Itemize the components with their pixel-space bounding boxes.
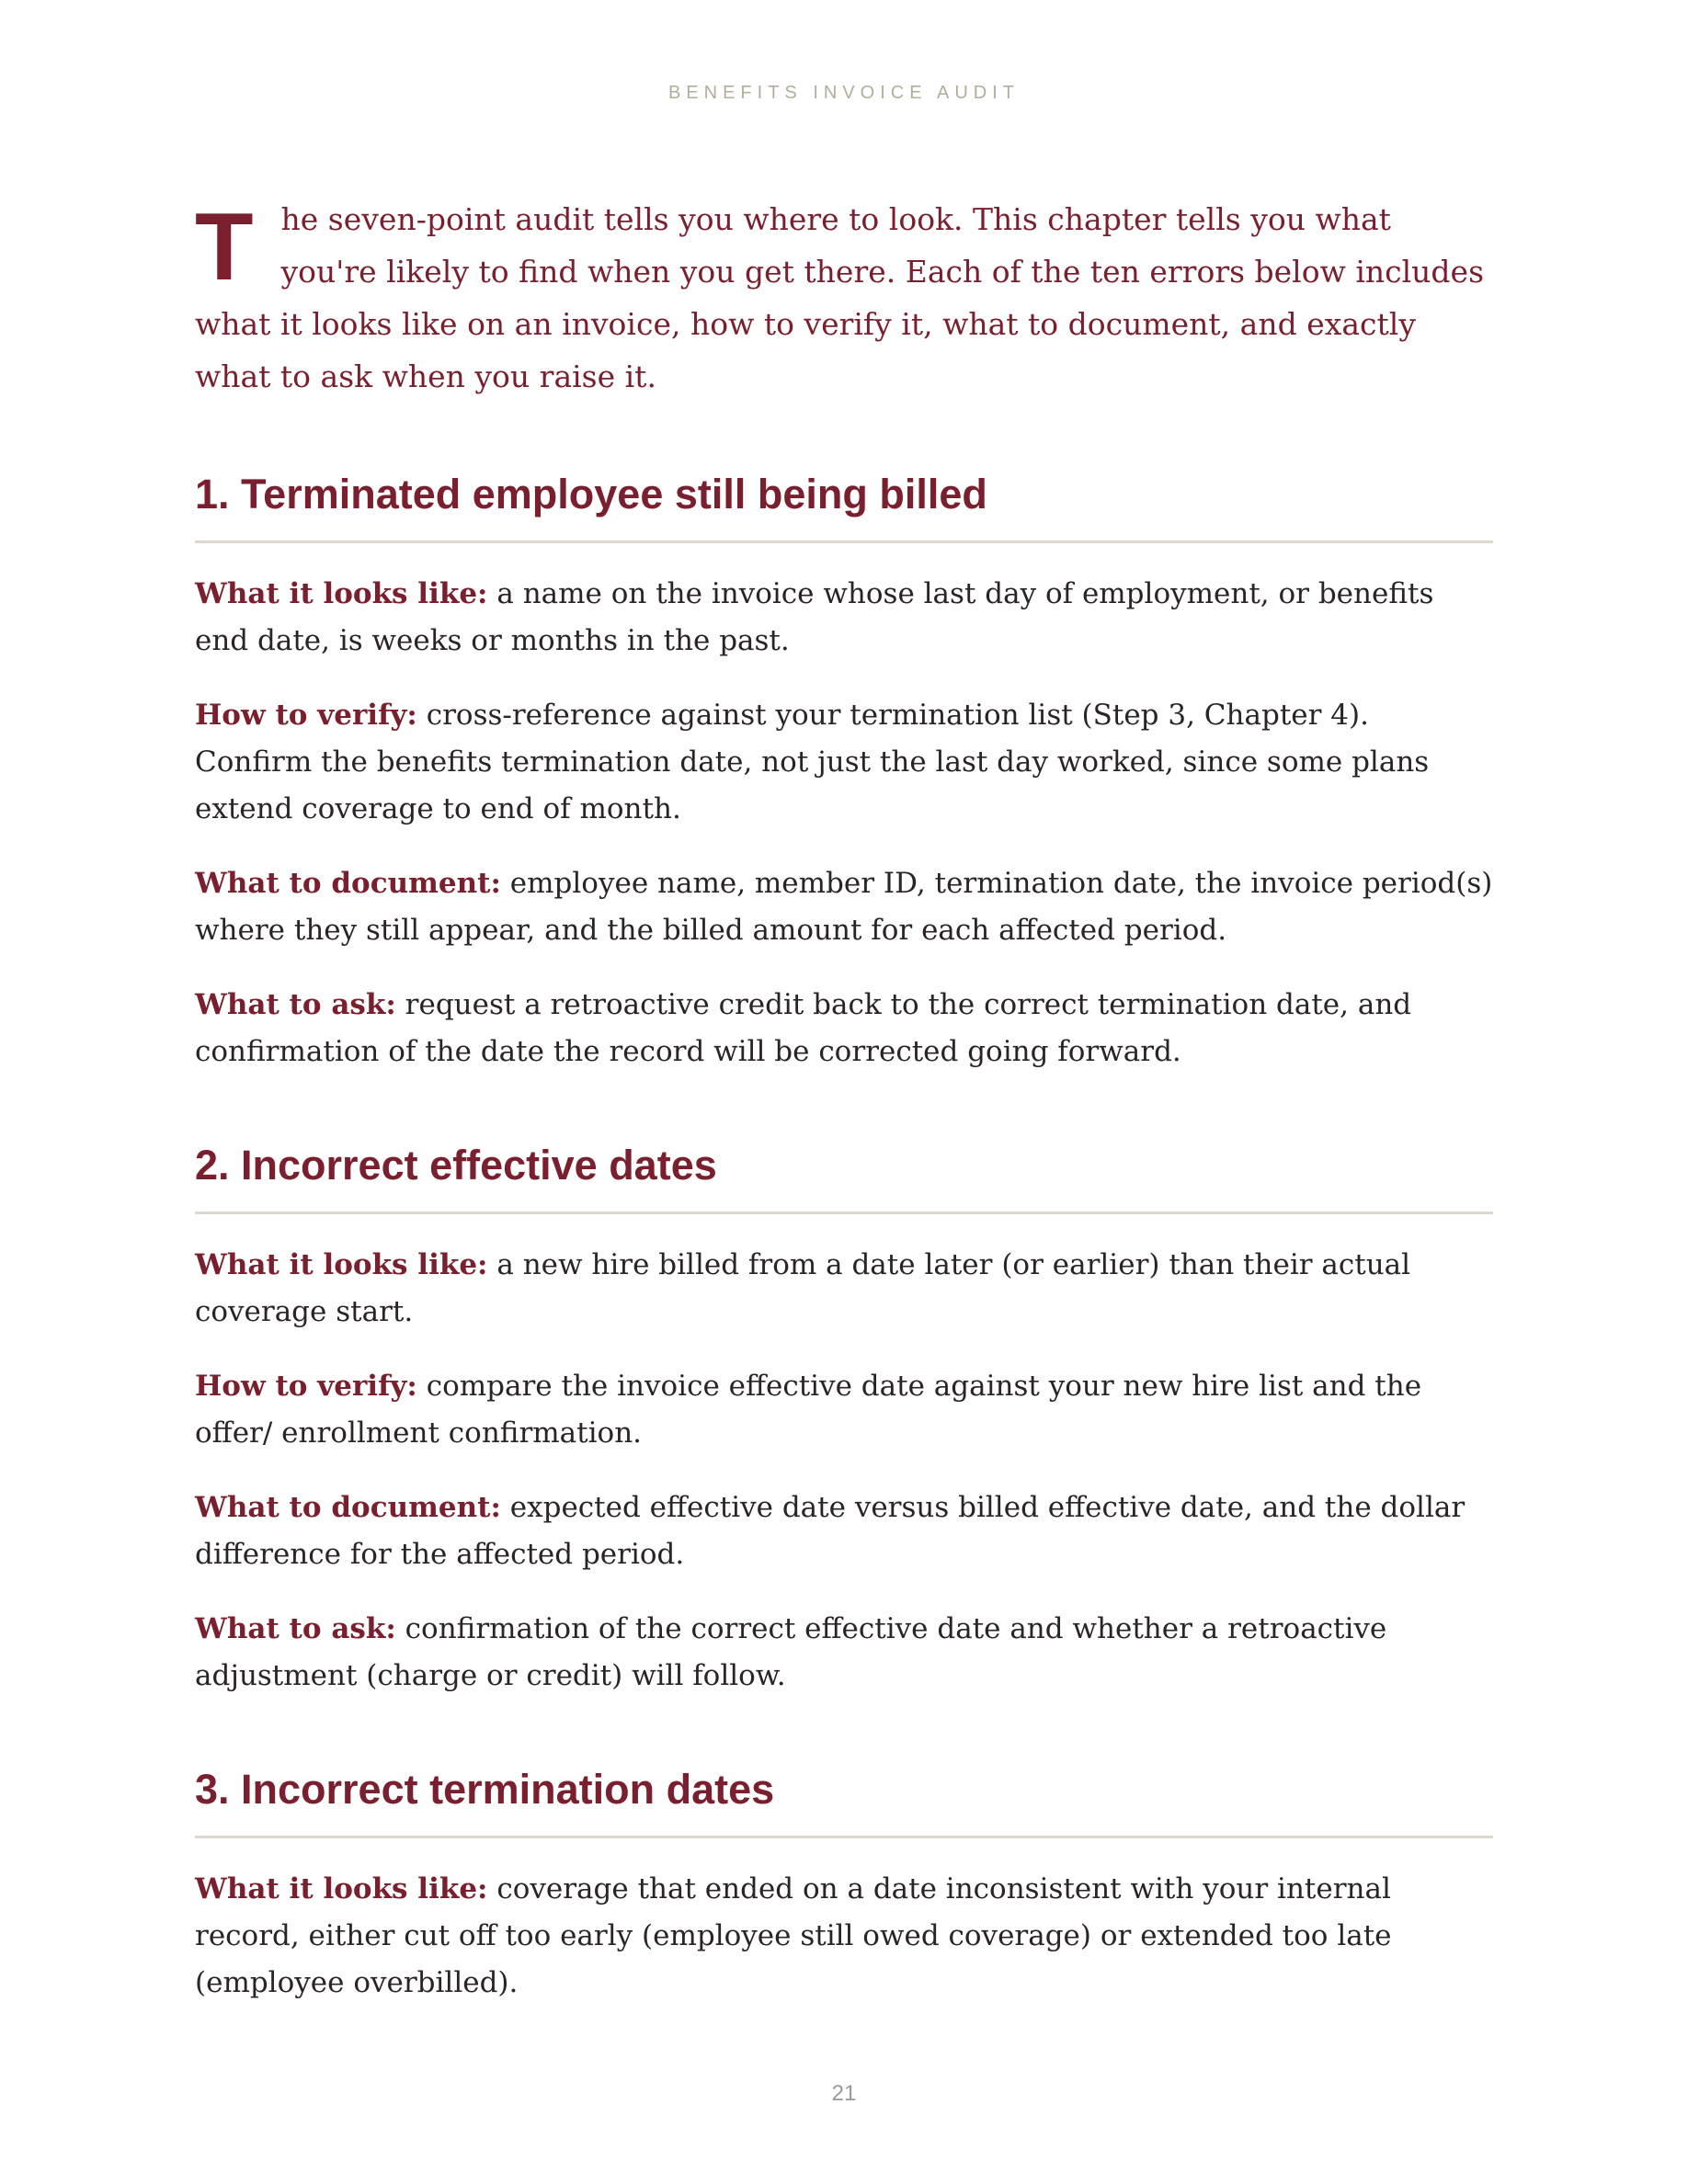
paragraph-label: What to ask: [195,1612,396,1645]
paragraph-what-to-ask [195,1606,1493,1700]
paragraph-label: What to ask: [195,988,396,1021]
paragraph-what-to-document [195,860,1493,954]
paragraph-label: What it looks like: [195,577,488,610]
paragraph-what-to-document [195,1484,1493,1578]
paragraph-looks-like [195,1242,1493,1336]
running-header: BENEFITS INVOICE AUDIT [667,83,1021,103]
paragraph-how-to-verify [195,1363,1493,1457]
paragraph-text: expected effective date versus billed effective date, and the dollar difference for the affected period. [195,1491,1466,1571]
paragraph-text: compare the invoice effective date against your new hire list and the offer/ enrollment confirmation. [195,1370,1422,1450]
paragraph-text: employee name, member ID, termination date, the invoice period(s) where they still appear, and the billed amount for each affected period. [195,867,1493,947]
intro-paragraph [195,193,1493,403]
paragraph-label: What to document: [195,1491,501,1524]
paragraph-text: cross-reference against your termination list (Step 3, Chapter 4). Confirm the benefits termination date, not just the last day worked, since some plans extend coverage to end of month. [195,699,1430,825]
section-heading: 2. Incorrect effective dates [195,1140,1493,1214]
page-number: 21 [831,2081,857,2106]
section-heading: 3. Incorrect termination dates [195,1764,1493,1838]
paragraph-text: request a retroactive credit back to the correct termination date, and confirmation of the date the record will be corrected going forward. [195,988,1412,1068]
paragraph-looks-like [195,1866,1493,2007]
page-content [195,193,1493,2007]
intro-text: he seven-point audit tells you where to look. This chapter tells you what you're likely to find when you get there. Each of the ten errors below includes what it looks like on an invoice, how to verify it, what to document, and exactly what to ask when you raise it. [195,201,1485,394]
section-incorrect-effective-dates [195,1140,1493,1700]
section-body [195,571,1493,1075]
paragraph-label: What to document: [195,867,501,900]
drop-cap: T [195,194,254,301]
paragraph-label: How to verify: [195,699,417,732]
paragraph-text: a new hire billed from a date later (or earlier) than their actual coverage start. [195,1248,1411,1328]
paragraph-label: What it looks like: [195,1248,488,1281]
section-body [195,1242,1493,1700]
paragraph-text: confirmation of the correct effective date and whether a retroactive adjustment (charge or credit) will follow. [195,1612,1387,1692]
section-heading: 1. Terminated employee still being billed [195,469,1493,543]
section-incorrect-termination-dates [195,1764,1493,2007]
paragraph-looks-like [195,571,1493,665]
paragraph-what-to-ask [195,982,1493,1075]
paragraph-label: How to verify: [195,1370,417,1403]
section-body [195,1866,1493,2007]
paragraph-how-to-verify [195,692,1493,833]
paragraph-label: What it looks like: [195,1872,488,1905]
paragraph-text: coverage that ended on a date inconsistent with your internal record, either cut off too early (employee still owed coverage) or extended too late (employee overbilled). [195,1872,1392,1999]
paragraph-text: a name on the invoice whose last day of employment, or benefits end date, is weeks or months in the past. [195,577,1434,657]
section-terminated-employee [195,469,1493,1075]
